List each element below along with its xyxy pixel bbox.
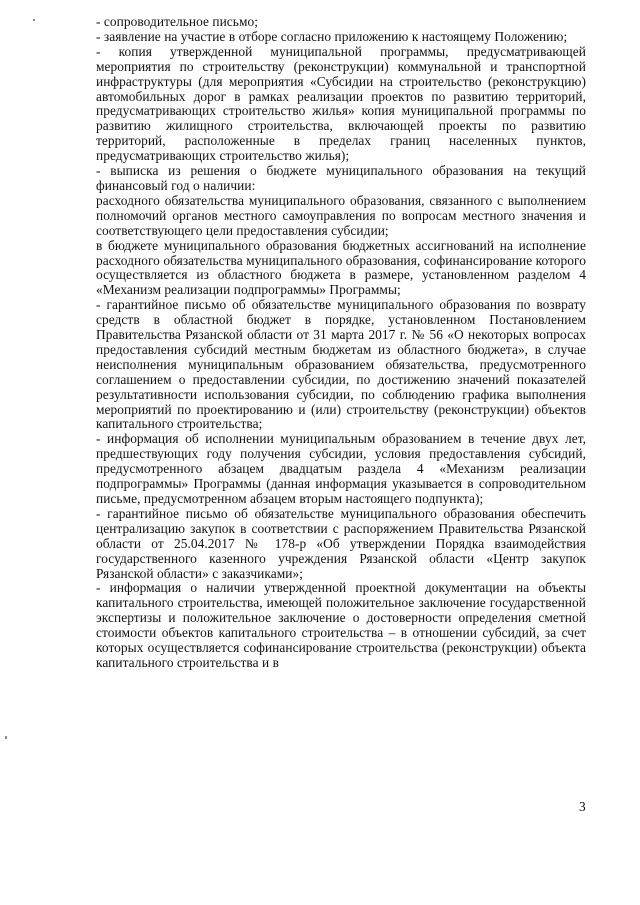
list-item-budget-extract: - выписка из решения о бюджете муниципального образования на текущий финансовый год о наличии: xyxy=(96,163,586,193)
scan-speck xyxy=(5,736,7,739)
sub-item-budget-allocations: в бюджете муниципального образования бюджетных ассигнований на исполнение расходного обязательства муниципального образования, софинансирование которого осуществляется из областного бюджета в размере, установленном разделом 4 «Механизм реализации подпрограммы» Программы; xyxy=(96,237,586,298)
scan-speck xyxy=(33,19,35,21)
list-item-application: - заявление на участие в отборе согласно приложению к настоящему Положению; xyxy=(96,28,568,44)
list-item-program-copy: - копия утвержденной муниципальной программы, предусматривающей мероприятия по строительству (реконструкции) коммунальной и транспортной инфраструктуры (для мероприятия «Субсидии на строительство (реконструкцию) автомобильных дорог в рамках реализации проектов по развитию территорий, предусматривающих строительство жилья» копия муниципальной программы по развитию жилищного строительства, включающей проекты по развитию территорий, расположенные в пределах границ населенных пунктов, предусматривающих строительство жилья); xyxy=(96,43,586,164)
list-item-execution-info: - информация об исполнении муниципальным образованием в течение двух лет, предшествующих году получения субсидии, условия предоставления субсидий, предусмотренного абзацем двадцатым раздела 4 «Механизм реализации подпрограммы» Программы (данная информация указывается в сопроводительном письме, предусмотренном абзацем вторым настоящего подпункта); xyxy=(96,431,586,506)
list-item-guarantee-procurement: - гарантийное письмо об обязательстве муниципального образования обеспечить централизацию закупок в соответствии с распоряжением Правительства Рязанской области от 25.04.2017 № 178-р «Об утверждении Порядка взаимодействия государственного казенного учреждения Рязанской области «Центр закупок Рязанской области» с заказчиками»; xyxy=(96,505,586,581)
document-body xyxy=(96,15,586,671)
sub-item-expense-obligation: расходного обязательства муниципального образования, связанного с выполнением полномочий органов местного самоуправления по вопросам местного значения и соответствующего цели предоставления субсидии; xyxy=(96,192,586,238)
list-item-project-documentation: - информация о наличии утвержденной проектной документации на объекты капитального строительства, имеющей положительное заключение государственной экспертизы и положительное заключение о достоверности определения сметной стоимости объектов капитального строительства – в отношении субсидий, за счет которых осуществляется софинансирование строительства (реконструкции) объекта капитального строительства и в xyxy=(96,580,586,670)
list-item-guarantee-return: - гарантийное письмо об обязательстве муниципального образования по возврату средств в областной бюджет в порядке, установленном Постановлением Правительства Рязанской области от 31 марта 2017 г. № 56 «О некоторых вопросах предоставления субсидий местным бюджетам из областного бюджета», в случае неисполнения муниципальным образованием обязательства, предусмотренного соглашением о предоставлении субсидии, по достижению значений показателей результативности использования субсидии, по соблюдению графика выполнения мероприятий по проектированию и (или) строительству (реконструкции) объектов капитального строительства; xyxy=(96,297,586,432)
page-number: 3 xyxy=(579,799,586,814)
list-item-cover-letter: - сопроводительное письмо; xyxy=(96,14,258,29)
